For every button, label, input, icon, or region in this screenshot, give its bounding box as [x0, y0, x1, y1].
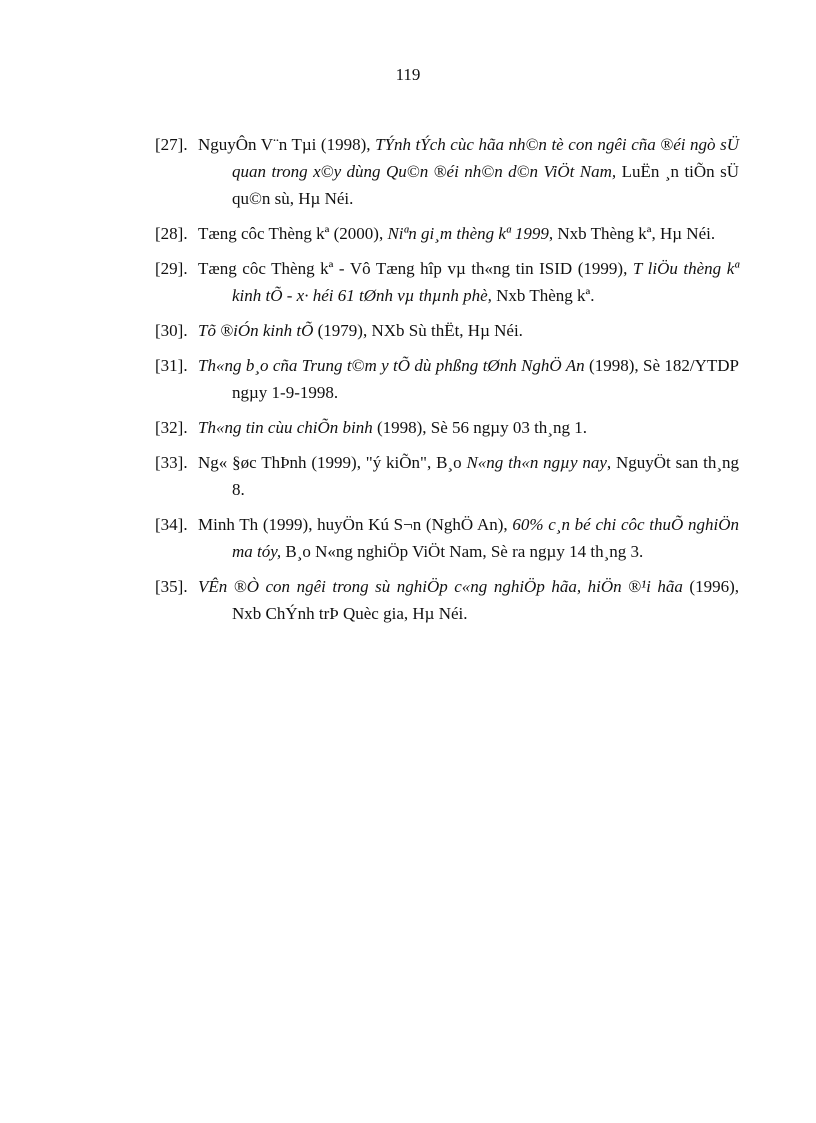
- reference-text: B¸o N«ng nghiÖp ViÖt Nam, Sè ra ngµy 14 th¸ng 3.: [281, 542, 644, 561]
- reference-title: TÝnh tÝch cùc hãa nh©n tè con ngêi cña ®éi ngò sÜ quan trong x©y dùng Qu©n ®éi nh©n d©n ViÖt Nam,: [232, 135, 739, 181]
- reference-title: Tõ ®iÓn kinh tÕ: [198, 321, 314, 340]
- reference-title: Niªn gi¸m thèng kª 1999: [387, 224, 549, 243]
- reference-entry: [155, 511, 739, 565]
- reference-entry: [155, 352, 739, 406]
- reference-title: 60% c¸n bé chi côc thuÕ nghiÖn ma tóy,: [232, 515, 739, 561]
- page-number: 119: [395, 65, 421, 84]
- reference-text: Nxb Thèng kª.: [491, 286, 595, 305]
- reference-text: Ng« §øc ThÞnh (1999), "ý kiÕn", B¸o: [198, 453, 467, 472]
- reference-text: (1996), Nxb ChÝnh trÞ Quèc gia, Hµ Néi.: [232, 577, 739, 623]
- reference-title: T liÖu thèng kª kinh tÕ - x· héi 61 tØnh vµ thµnh phè,: [232, 259, 739, 305]
- reference-number: [30].: [155, 321, 188, 340]
- reference-text: Tæng côc Thèng kª (2000),: [198, 224, 388, 243]
- reference-number: [32].: [155, 418, 188, 437]
- reference-number: [28].: [155, 224, 188, 243]
- reference-number: [31].: [155, 356, 188, 375]
- reference-title: N«ng th«n ngµy nay: [466, 453, 607, 472]
- reference-entry: [155, 414, 739, 441]
- reference-title: Th«ng tin cùu chiÕn binh: [198, 418, 373, 437]
- reference-number: [34].: [155, 515, 188, 534]
- reference-entry: [155, 131, 739, 212]
- reference-list: [155, 131, 739, 635]
- reference-text: (1998), Sè 56 ngµy 03 th¸ng 1.: [372, 418, 587, 437]
- reference-text: Minh Th (1999), huyÖn Kú S¬n (NghÖ An),: [198, 515, 513, 534]
- reference-title: Th«ng b¸o cña Trung t©m y tÕ dù phßng tØnh NghÖ An: [198, 356, 585, 375]
- reference-text: , Nxb Thèng kª, Hµ Néi.: [548, 224, 716, 243]
- reference-text: NguyÔn V¨n Tµi (1998),: [198, 135, 376, 154]
- reference-text: (1998), Sè 182/YTDP ngµy 1-9-1998.: [232, 356, 739, 402]
- reference-text: (1979), NXb Sù thËt, Hµ Néi.: [313, 321, 523, 340]
- reference-number: [35].: [155, 577, 188, 596]
- reference-entry: [155, 449, 739, 503]
- reference-text: Tæng côc Thèng kª - Vô Tæng hîp vµ th«ng tin ISID (1999),: [198, 259, 633, 278]
- reference-text: , NguyÖt san th¸ng 8.: [232, 453, 739, 499]
- reference-entry: [155, 317, 739, 344]
- reference-number: [33].: [155, 453, 188, 472]
- reference-entry: [155, 573, 739, 627]
- reference-number: [29].: [155, 259, 188, 278]
- reference-entry: [155, 255, 739, 309]
- reference-entry: [155, 220, 739, 247]
- reference-number: [27].: [155, 135, 188, 154]
- reference-title: VÊn ®Ò con ngêi trong sù nghiÖp c«ng nghiÖp hãa, hiÖn ®¹i hãa: [198, 577, 683, 596]
- reference-text: LuËn ¸n tiÕn sÜ qu©n sù, Hµ Néi.: [232, 162, 740, 208]
